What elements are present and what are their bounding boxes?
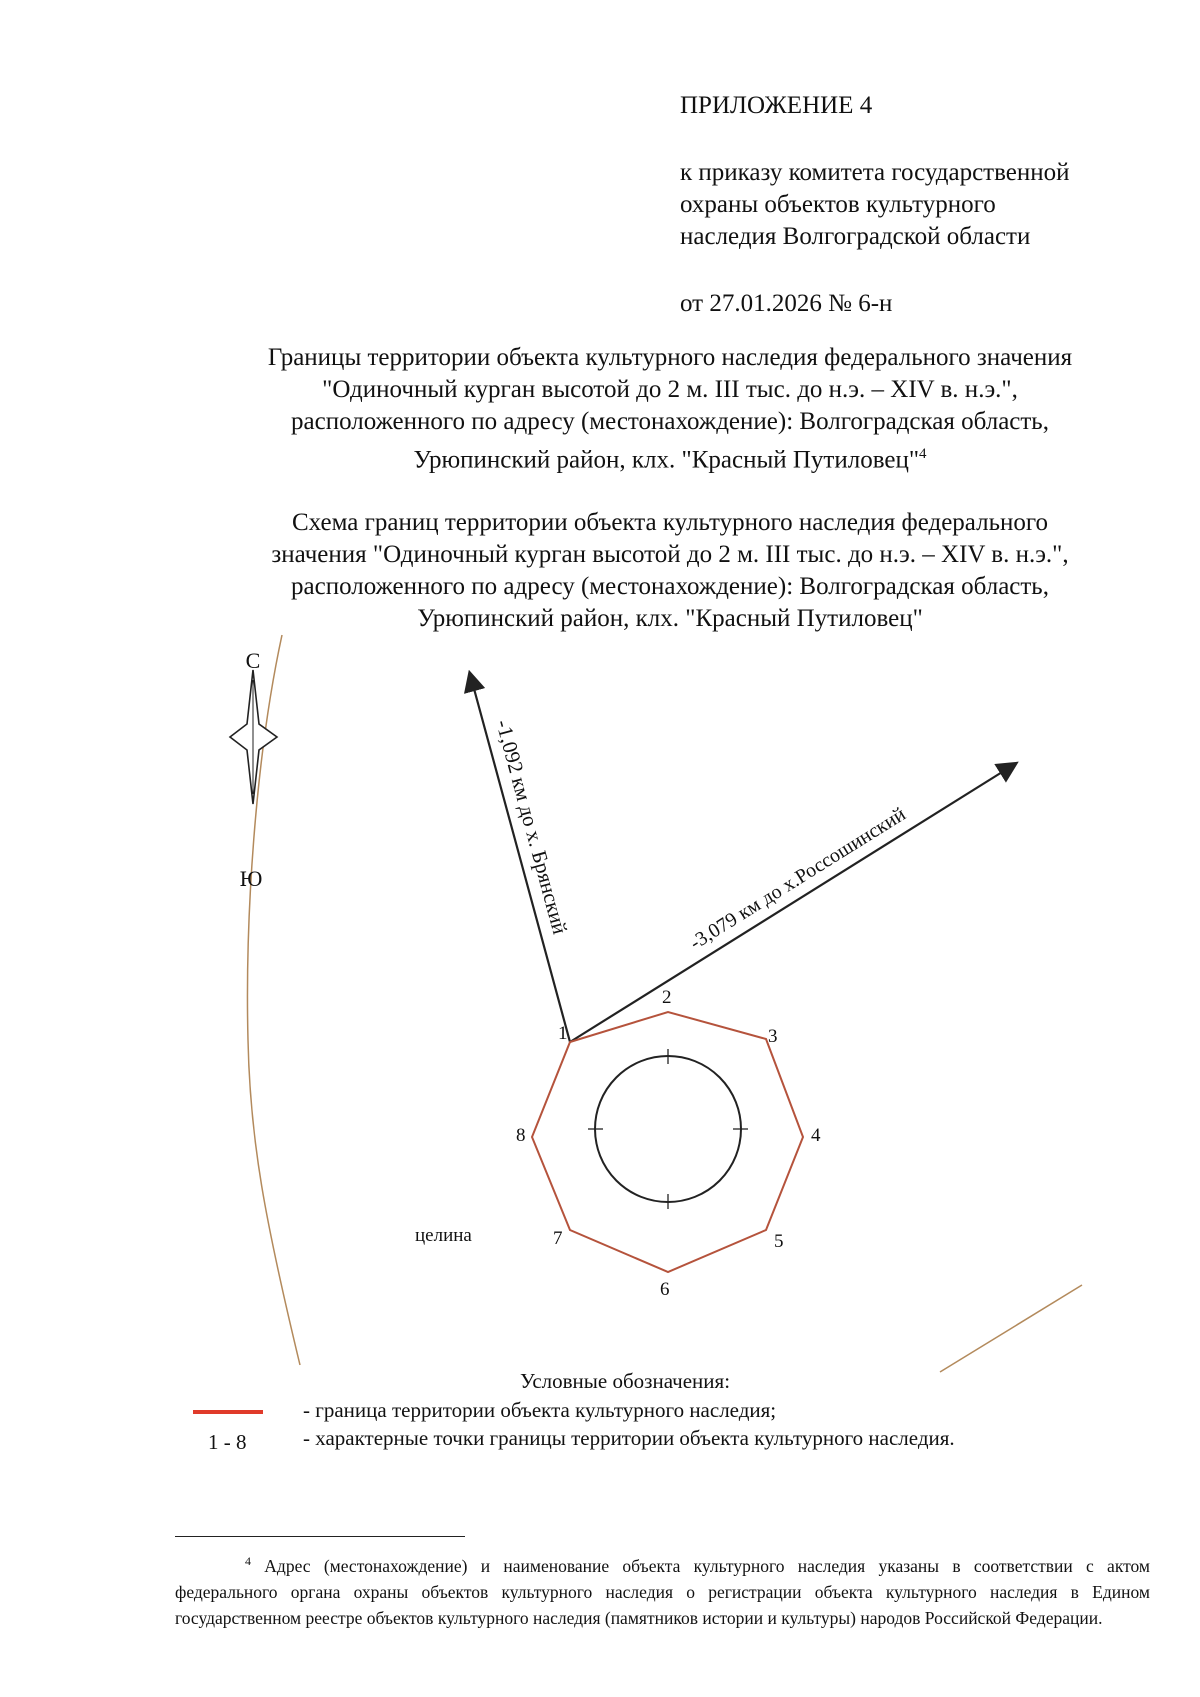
appendix-title: ПРИЛОЖЕНИЕ 4 <box>680 92 873 119</box>
road-line-right <box>940 1285 1082 1372</box>
compass-north-label: С <box>245 648 261 673</box>
arrow-bryansky-label: -1,092 км до х. Брянский <box>491 717 573 937</box>
appendix-order-line: к приказу комитета государственной <box>680 159 1070 186</box>
legend-points-text: - характерные точки границы территории объекта культурного наследия. <box>303 1426 955 1450</box>
legend-points-code: 1 - 8 <box>208 1430 247 1454</box>
land-type-label: целина <box>415 1225 472 1246</box>
legend-row-boundary <box>190 1396 1090 1426</box>
heading-line: Границы территории объекта культурного наследия федерального значения <box>267 344 1073 371</box>
boundary-point-label: 1 <box>558 1023 568 1044</box>
legend-boundary-text: - граница территории объекта культурного наследия; <box>303 1398 777 1422</box>
heading-line: значения "Одиночный курган высотой до 2 м. III тыс. до н.э. – XIV в. н.э.", <box>271 541 1069 568</box>
appendix-order-line: охраны объектов культурного <box>680 191 996 218</box>
boundary-point-label: 2 <box>662 987 672 1008</box>
footnote-separator <box>175 1536 465 1537</box>
footnote-mark: 4 <box>245 1554 251 1568</box>
boundary-point-label: 4 <box>811 1125 821 1146</box>
heading-line: Урюпинский район, клх. "Красный Путиловец" <box>417 605 923 632</box>
boundary-point-label: 8 <box>516 1125 526 1146</box>
footnote-text: Адрес (местонахождение) и наименование объекта культурного наследия указаны в соответствии с актом федерального органа охраны объектов культурного наследия о регистрации объекта культурного наследия в Едином государственном реестре объектов культурного наследия (памятников истории и культуры) народов Российской Федерации. <box>175 1555 1151 1628</box>
heading-line-with-footnote <box>150 438 1190 476</box>
arrow-rossoshinsky-label: -3,079 км до х.Россошинский <box>685 803 910 955</box>
heading-line: "Одиночный курган высотой до 2 м. III тыс. до н.э. – XIV в. н.э.", <box>322 376 1018 403</box>
arrow-to-bryansky <box>470 674 573 1042</box>
boundary-point-label: 5 <box>774 1231 784 1252</box>
heading-line: расположенного по адресу (местонахождение): Волгоградская область, <box>291 573 1049 600</box>
compass-rose-icon <box>230 670 277 804</box>
boundary-point-label: 6 <box>660 1279 670 1300</box>
boundary-point-label: 3 <box>768 1026 778 1047</box>
heading-line: Схема границ территории объекта культурного наследия федерального <box>291 509 1049 536</box>
arrow-to-rossoshinsky <box>570 764 1015 1042</box>
appendix-order-line: наследия Волгоградской области <box>680 223 1031 250</box>
legend-boundary-line-swatch <box>193 1410 263 1414</box>
compass-south-label: Ю <box>239 866 263 891</box>
appendix-order-reference <box>680 157 1180 253</box>
footnote <box>175 1548 1150 1631</box>
scheme-heading <box>150 507 1190 635</box>
boundaries-heading <box>150 342 1190 476</box>
legend-row-points <box>190 1424 1090 1454</box>
heading-line: расположенного по адресу (местонахождение): Волгоградская область, <box>291 408 1049 435</box>
mound-symbol <box>588 1049 748 1209</box>
heading-line: Урюпинский район, клх. "Красный Путиловец" <box>413 446 920 474</box>
boundary-point-label: 7 <box>553 1228 563 1249</box>
legend-title: Условные обозначения: <box>520 1369 731 1393</box>
boundary-scheme <box>0 620 1200 1380</box>
footnote-reference[interactable]: 4 <box>919 446 927 462</box>
appendix-date-number: от 27.01.2026 № 6-н <box>680 290 893 317</box>
